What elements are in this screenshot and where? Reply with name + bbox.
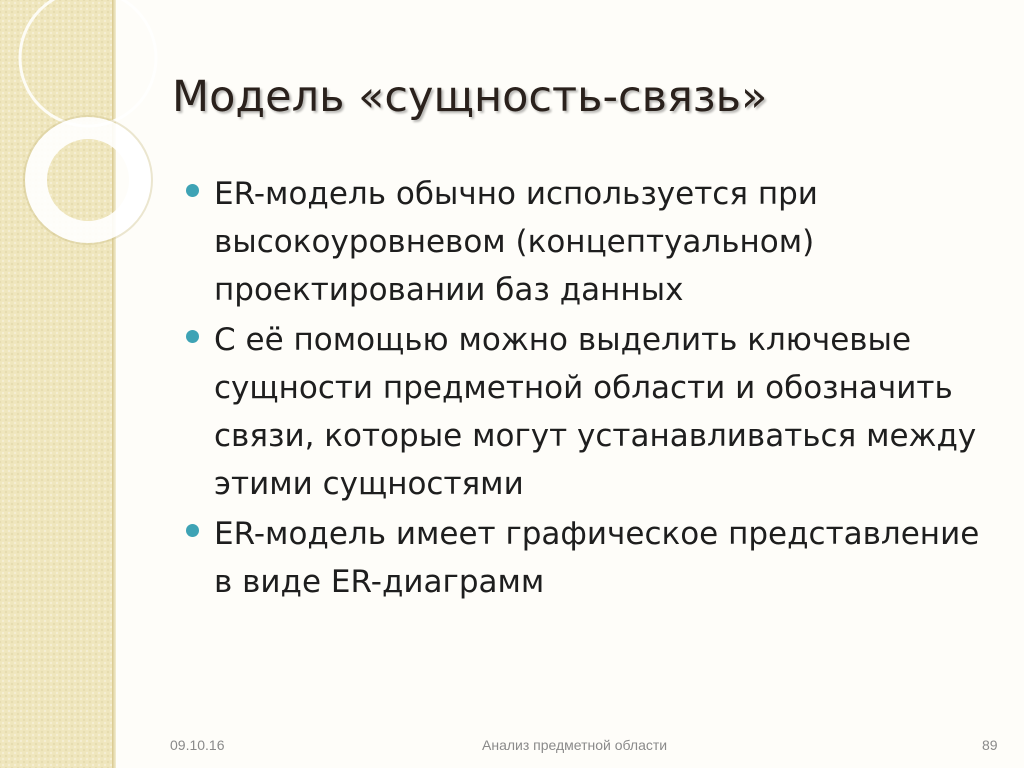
bullet-text: ER-модель обычно используется при высокоуровневом (концептуальном) проектировании баз данных bbox=[214, 176, 818, 308]
bullet-item bbox=[186, 510, 986, 606]
bullet-dot-icon bbox=[186, 184, 199, 197]
bullet-list bbox=[186, 170, 986, 608]
bullet-text: С её помощью можно выделить ключевые сущности предметной области и обозначить связи, которые могут устанавливаться между этими сущностями bbox=[214, 322, 977, 502]
bullet-dot-icon bbox=[186, 524, 199, 537]
footer-title: Анализ предметной области bbox=[482, 737, 668, 753]
bullet-item bbox=[186, 316, 986, 508]
bullet-dot-icon bbox=[186, 330, 199, 343]
page-number: 89 bbox=[982, 737, 998, 753]
bullet-item bbox=[186, 170, 986, 314]
slide-title: Модель «сущность-связь» bbox=[172, 72, 768, 122]
footer-date: 09.10.16 bbox=[170, 737, 225, 753]
bullet-text: ER-модель имеет графическое представление в виде ER-диаграмм bbox=[214, 516, 980, 600]
decorative-circles bbox=[0, 0, 180, 260]
